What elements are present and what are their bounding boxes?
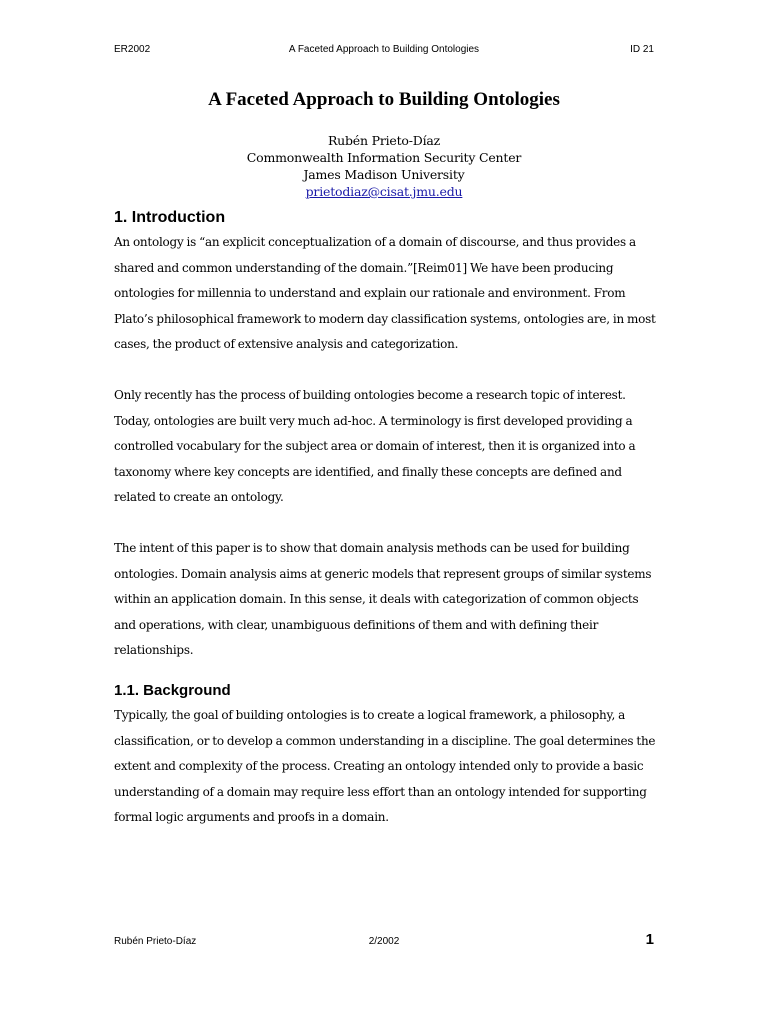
header-conference: ER2002: [114, 44, 151, 55]
footer-date: 2/2002: [368, 936, 400, 947]
paragraph: Only recently has the process of building ontologies become a research topic of interest. Today, ontologies are built very much ad-hoc. A terminology is first developed providing a controlled vocabulary for the subject area or domain of interest, then it is organized into a taxonomy where key concepts are identified, and finally these concepts are defined and related to create an ontology.: [114, 387, 636, 505]
header-paper-id: ID 21: [630, 44, 654, 55]
paragraph: An ontology is “an explicit conceptualization of a domain of discourse, and thus provides a shared and common understanding of the domain.”[Reim01] We have been producing ontologies for millennia to understand and explain our rationale and environment. From Plato’s philosophical framework to modern day classification systems, ontologies are, in most cases, the product of extensive analysis and categorization.: [114, 235, 656, 352]
header-title: A Faceted Approach to Building Ontologies: [288, 44, 480, 55]
paper-body: [114, 206, 662, 831]
author-name: Rubén Prieto-Díaz: [327, 133, 441, 148]
author-university: James Madison University: [303, 167, 465, 182]
section-heading-background: 1.1. Background: [114, 681, 231, 699]
author-block: [0, 132, 768, 200]
footer-author: Rubén Prieto-Díaz: [114, 936, 197, 947]
paper-title: A Faceted Approach to Building Ontologies: [208, 89, 560, 110]
page-number: 1: [645, 931, 654, 948]
running-footer: [114, 932, 654, 952]
paragraph: Typically, the goal of building ontologies is to create a logical framework, a philosophy, a classification, or to develop a common understanding in a discipline. The goal determines the extent and complexity of the process. Creating an ontology intended only to provide a basic understanding of a domain may require less effort than an ontology intended for supporting formal logic arguments and proofs in a domain.: [114, 707, 656, 825]
author-email-link[interactable]: prietodiaz@cisat.jmu.edu: [305, 184, 463, 199]
section-heading-introduction: 1. Introduction: [114, 209, 226, 226]
author-affiliation: Commonwealth Information Security Center: [246, 150, 522, 165]
running-header: [114, 44, 654, 58]
paragraph: The intent of this paper is to show that domain analysis methods can be used for building ontologies. Domain analysis aims at generic models that represent groups of similar systems within an application domain. In this sense, it deals with categorization of common objects and operations, with clear, unambiguous definitions of them and with defining their relationships.: [114, 540, 652, 658]
